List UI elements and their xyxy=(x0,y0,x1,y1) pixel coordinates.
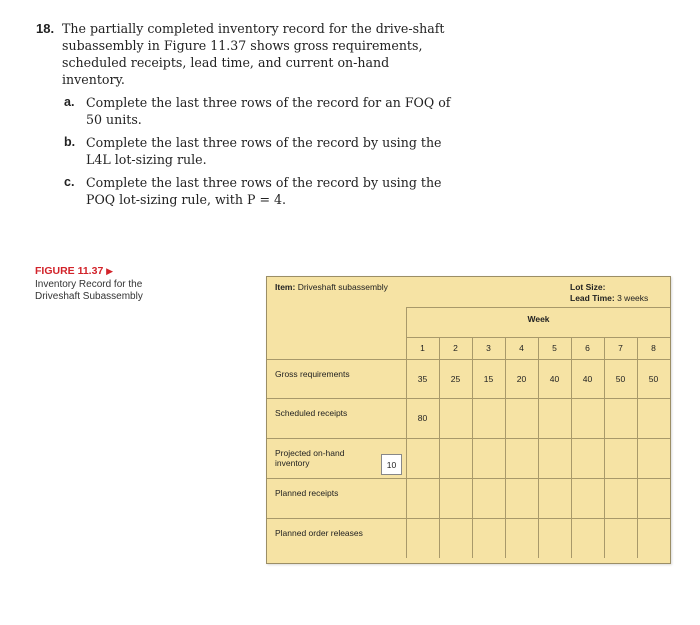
record-cell: 20 xyxy=(516,373,527,384)
record-cell xyxy=(439,518,472,558)
record-cell xyxy=(505,398,538,438)
week-number: 4 xyxy=(519,343,524,353)
problem-18 xyxy=(36,20,456,214)
record-cell xyxy=(505,478,538,518)
figure-caption xyxy=(35,265,185,304)
record-cell xyxy=(505,438,538,478)
row-label: Planned order releases xyxy=(275,528,363,538)
record-cell xyxy=(406,518,439,558)
record-cell xyxy=(571,438,604,478)
record-cell xyxy=(538,438,571,478)
part-a xyxy=(64,94,456,128)
record-cell xyxy=(406,438,439,478)
record-cell xyxy=(472,438,505,478)
record-cell: 50 xyxy=(648,373,659,384)
record-cell: 40 xyxy=(582,373,593,384)
item-label: Item: xyxy=(275,282,296,292)
record-cell xyxy=(505,518,538,558)
row-label: Gross requirements xyxy=(275,368,350,379)
part-c xyxy=(64,174,456,208)
record-cell: 35 xyxy=(417,373,428,384)
record-cell xyxy=(571,518,604,558)
record-cell xyxy=(604,478,637,518)
record-cell xyxy=(439,478,472,518)
record-cell: 25 xyxy=(450,373,461,384)
item-value: Driveshaft subassembly xyxy=(297,282,388,292)
lead-time-field xyxy=(570,293,648,303)
grid-line xyxy=(406,307,670,308)
figure-number: FIGURE 11.37 xyxy=(35,265,104,277)
caption-arrow-icon: ▶ xyxy=(106,266,113,276)
record-cell xyxy=(637,478,670,518)
week-number: 3 xyxy=(486,343,491,353)
record-cell xyxy=(538,478,571,518)
inventory-record-table xyxy=(266,276,671,564)
record-cell: 50 xyxy=(615,373,626,384)
part-text: Complete the last three rows of the record by using the L4L lot-sizing rule. xyxy=(86,135,442,167)
record-cell xyxy=(406,478,439,518)
lot-size-label: Lot Size: xyxy=(570,282,606,292)
week-number: 7 xyxy=(618,343,623,353)
week-number: 8 xyxy=(651,343,656,353)
row-label: Scheduled receipts xyxy=(275,408,348,418)
record-cell xyxy=(472,398,505,438)
problem-parts xyxy=(64,94,456,208)
part-label: a. xyxy=(64,95,75,109)
item-field xyxy=(275,282,388,292)
part-label: b. xyxy=(64,135,76,149)
record-cell xyxy=(538,518,571,558)
week-number: 5 xyxy=(552,343,557,353)
record-cell: 40 xyxy=(549,373,560,384)
record-cell xyxy=(637,438,670,478)
record-cell xyxy=(571,478,604,518)
week-header: Week xyxy=(527,314,550,324)
figure-title: Inventory Record for the Driveshaft Subassembly xyxy=(35,278,143,302)
record-cell xyxy=(439,438,472,478)
record-cell: 15 xyxy=(483,373,494,384)
record-cell xyxy=(571,398,604,438)
part-text: Complete the last three rows of the record for an FOQ of 50 units. xyxy=(86,95,451,127)
lead-time-value: 3 weeks xyxy=(617,293,649,303)
record-cell xyxy=(637,398,670,438)
record-cell xyxy=(472,518,505,558)
record-cell: 80 xyxy=(417,413,428,423)
part-b xyxy=(64,134,456,168)
part-label: c. xyxy=(64,175,75,189)
row-label: Planned receipts xyxy=(275,488,339,498)
week-number: 2 xyxy=(453,343,458,353)
problem-stem: The partially completed inventory record for the drive-shaft subassembly in Figure 11.37 shows gross requirements, scheduled receipts, lead time, and current on-hand inventory. xyxy=(62,21,445,87)
on-hand-initial: 10 xyxy=(381,454,402,475)
record-cell xyxy=(637,518,670,558)
record-cell xyxy=(439,398,472,438)
lot-size-field xyxy=(570,282,605,292)
record-cell xyxy=(604,518,637,558)
record-cell xyxy=(538,398,571,438)
week-number: 6 xyxy=(585,343,590,353)
row-label: Projected on-hand inventory xyxy=(275,448,345,468)
week-number: 1 xyxy=(420,343,425,353)
lead-time-label: Lead Time: xyxy=(570,293,615,303)
record-cell xyxy=(604,438,637,478)
part-text: Complete the last three rows of the record by using the POQ lot-sizing rule, with P = 4. xyxy=(86,175,442,207)
problem-number: 18. xyxy=(36,21,55,36)
record-cell xyxy=(604,398,637,438)
record-cell xyxy=(472,478,505,518)
